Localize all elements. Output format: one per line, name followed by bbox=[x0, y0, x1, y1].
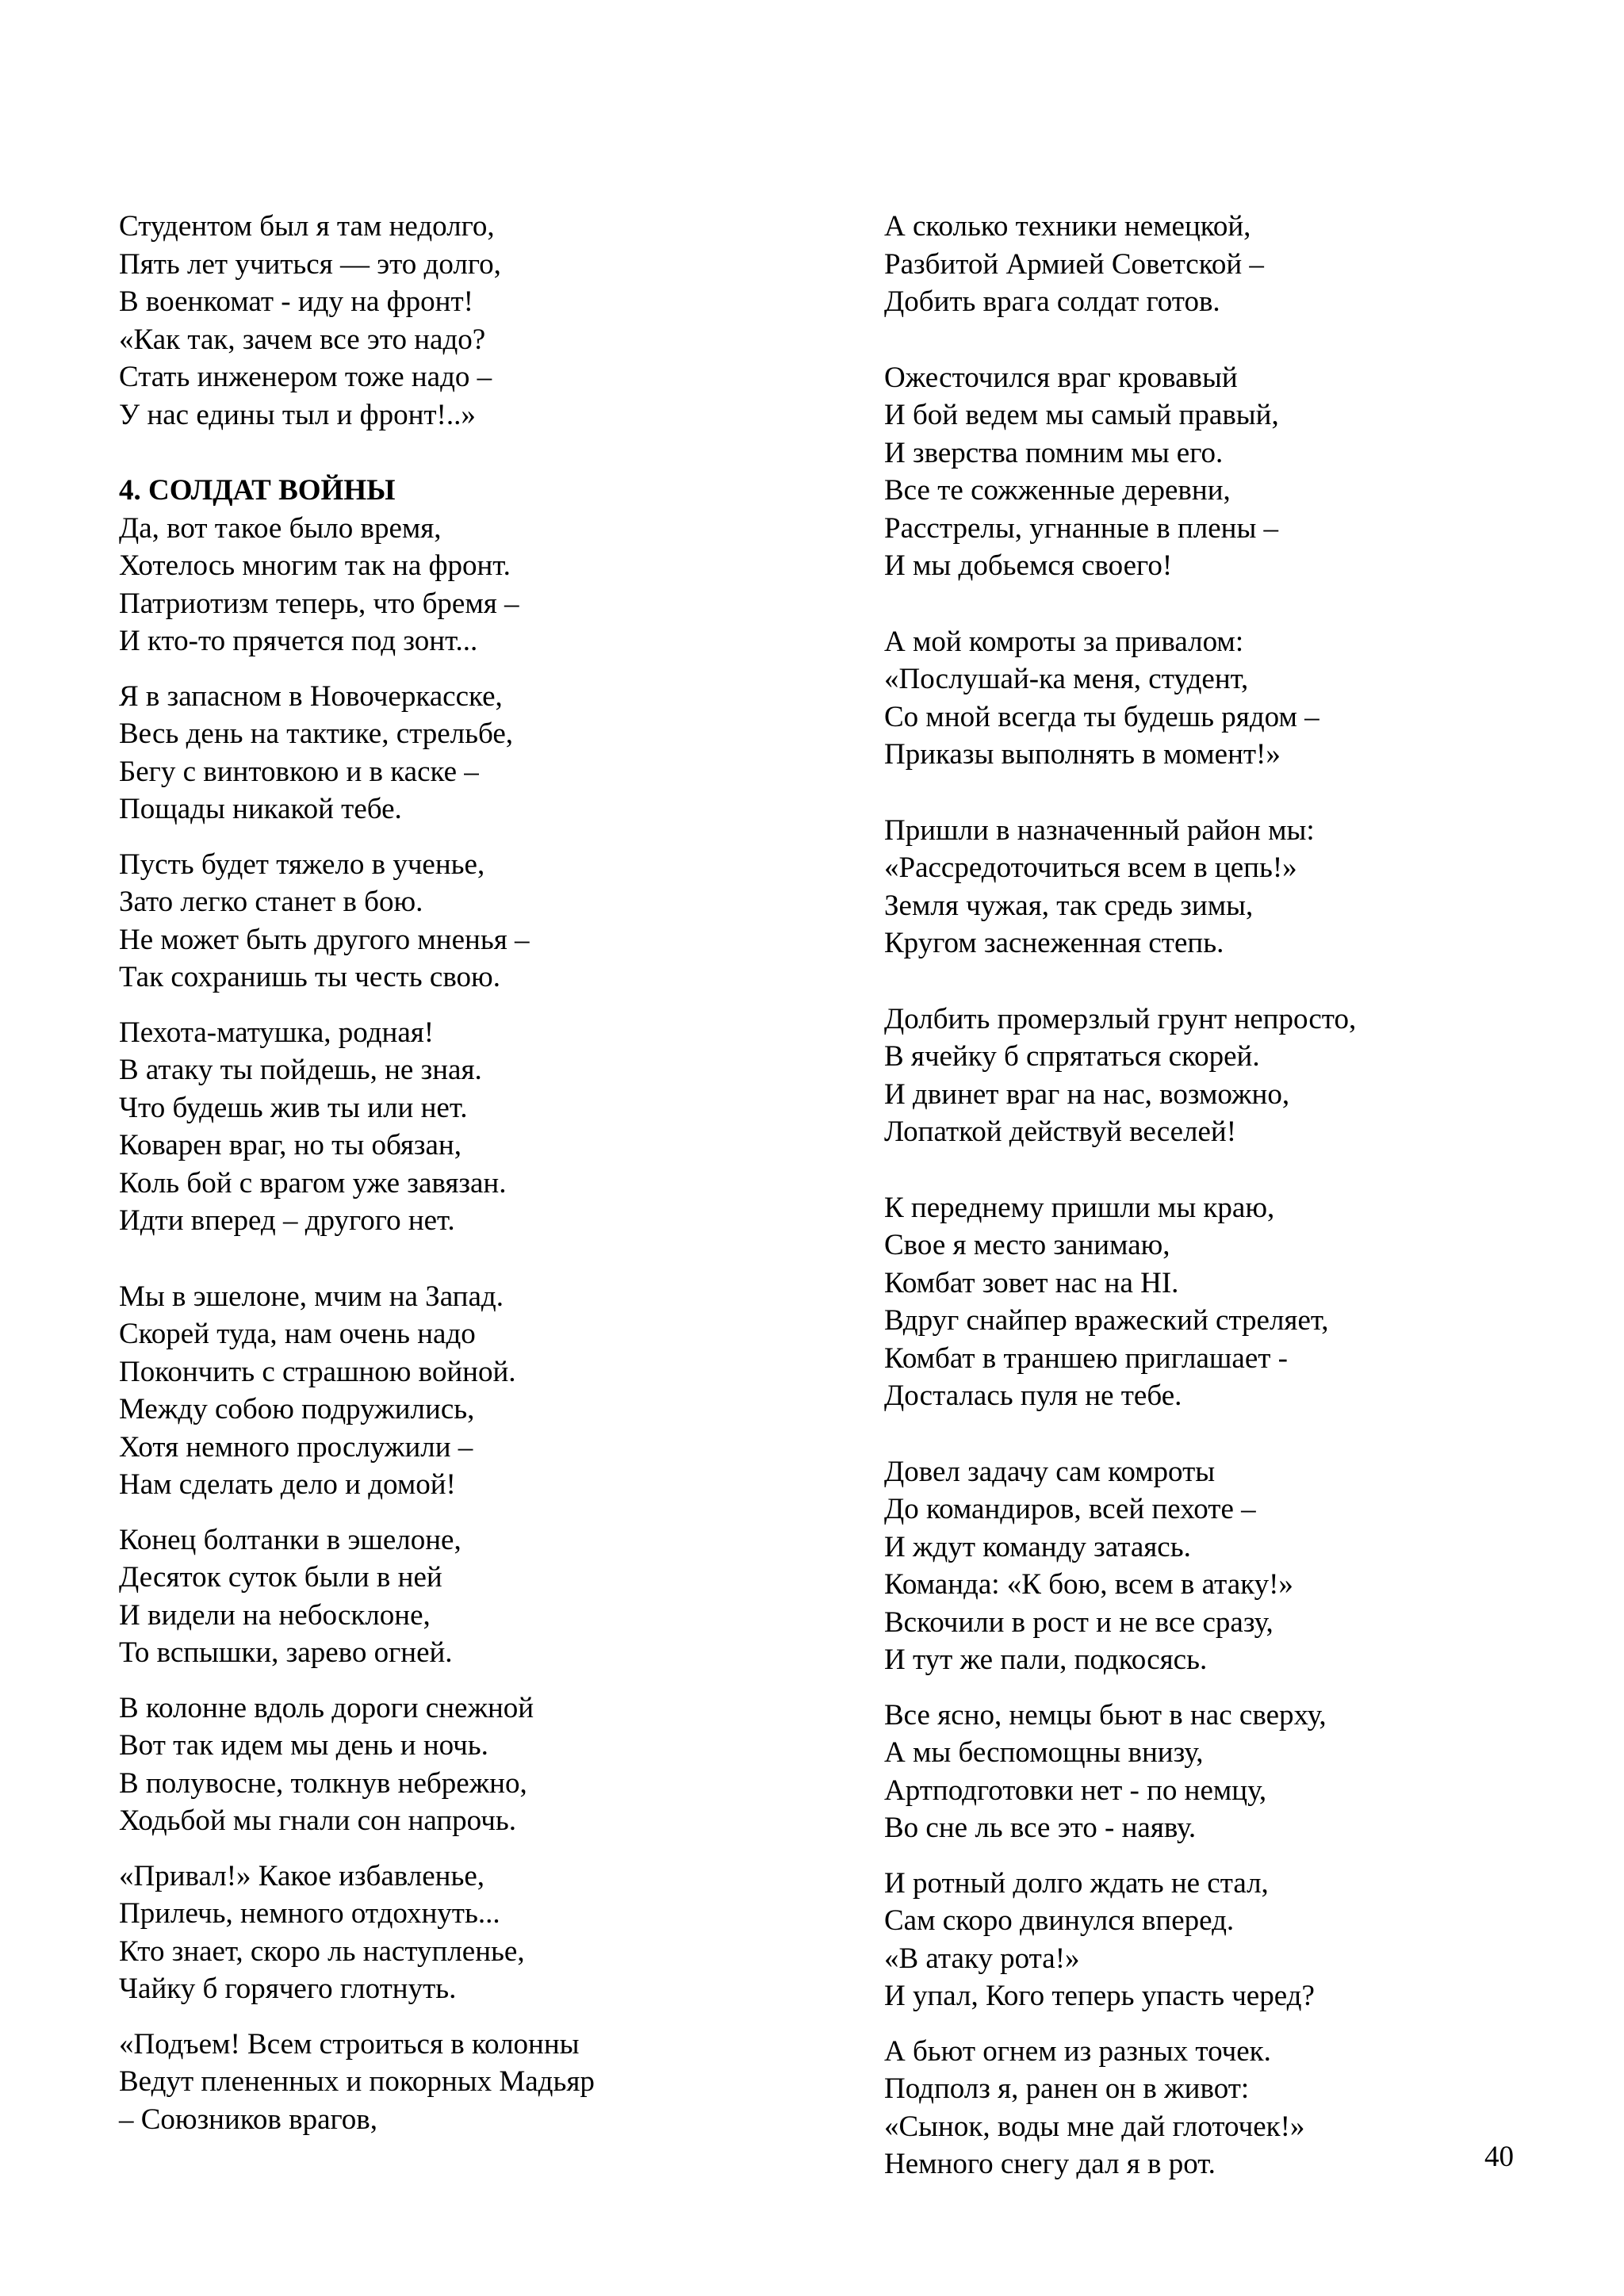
stanza bbox=[884, 812, 1519, 962]
stanza bbox=[119, 2026, 833, 2139]
verse-line: И упал, Кого теперь упасть черед? bbox=[884, 1980, 1315, 2012]
verse-line: Расстрелы, угнанные в плены – bbox=[884, 511, 1279, 545]
stanza bbox=[119, 1689, 833, 1840]
verse-line: То вспышки, зарево огней. bbox=[119, 1636, 453, 1669]
verse-line: Все ясно, немцы бьют в нас сверху, bbox=[884, 1698, 1327, 1732]
verse-line: В военкомат - иду на фронт! bbox=[119, 285, 473, 318]
verse-line: Идти вперед – другого нет. bbox=[119, 1204, 455, 1237]
verse-line: Мы в эшелоне, мчим на Запад. bbox=[119, 1280, 504, 1313]
verse-line: Ведут плененных и покорных Мадьяр bbox=[119, 2065, 595, 2098]
verse-line: «Привал!» Какое избавленье, bbox=[119, 1859, 485, 1892]
verse-line: «В атаку рота!» bbox=[884, 1942, 1080, 1975]
verse-line: А мой комроты за привалом: bbox=[884, 625, 1244, 658]
verse-line: И ротный долго ждать не стал, bbox=[884, 1866, 1269, 1900]
verse-line: Вдруг снайпер вражеский стреляет, bbox=[884, 1304, 1329, 1337]
verse-line: Коль бой с врагом уже завязан. bbox=[119, 1166, 507, 1200]
verse-line: Конец болтанки в эшелоне, bbox=[119, 1523, 462, 1556]
verse-line: Комбат зовет нас на НІ. bbox=[884, 1266, 1179, 1299]
stanza bbox=[884, 208, 1519, 321]
verse-line: Ходьбой мы гнали сон напрочь. bbox=[119, 1804, 516, 1837]
verse-line: Артподготовки нет - по немцу, bbox=[884, 1774, 1267, 1807]
verse-line: Пять лет учиться — это долго, bbox=[119, 247, 501, 281]
verse-line: Стать инженером тоже надо – bbox=[119, 361, 492, 393]
verse-line: Вскочили в рост и не все сразу, bbox=[884, 1605, 1274, 1639]
stanza bbox=[884, 623, 1519, 774]
verse-line: Во сне ль все это - наяву. bbox=[884, 1812, 1197, 1844]
verse-line: Между собою подружились, bbox=[119, 1393, 475, 1425]
verse-line: Довел задачу сам комроты bbox=[884, 1455, 1216, 1488]
verse-line: Немного снегу дал я в рот. bbox=[884, 2148, 1216, 2180]
stanza bbox=[119, 846, 833, 997]
verse-line: Хотелось многим так на фронт. bbox=[119, 549, 511, 582]
verse-line: И кто-то прячется под зонт... bbox=[119, 625, 478, 657]
verse-line: Нам сделать дело и домой! bbox=[119, 1468, 456, 1501]
verse-line: Разбитой Армией Советской – bbox=[884, 247, 1264, 281]
verse-line: Хотя немного прослужили – bbox=[119, 1430, 473, 1464]
verse-line: До командиров, всей пехоте – bbox=[884, 1493, 1256, 1525]
verse-line: А бьют огнем из разных точек. bbox=[884, 2034, 1271, 2068]
verse-line: А сколько техники немецкой, bbox=[884, 210, 1251, 243]
stanza bbox=[884, 1453, 1519, 1679]
section-heading: 4. СОЛДАТ ВОЙНЫ bbox=[119, 474, 396, 507]
verse-line: Прилечь, немного отдохнуть... bbox=[119, 1897, 500, 1930]
verse-line: «Рассредоточиться всем в цепь!» bbox=[884, 851, 1297, 884]
verse-line: Да, вот такое было время, bbox=[119, 511, 442, 545]
verse-line: Кто знает, скоро ль наступленье, bbox=[119, 1934, 525, 1968]
verse-line: Пощады никакой тебе. bbox=[119, 793, 402, 825]
stanza bbox=[119, 1014, 833, 1240]
verse-line: Я в запасном в Новочеркасске, bbox=[119, 679, 503, 713]
verse-line: Свое я место занимаю, bbox=[884, 1229, 1170, 1261]
verse-line: Приказы выполнять в момент!» bbox=[884, 738, 1281, 771]
verse-line: Долбить промерзлый грунт непросто, bbox=[884, 1002, 1357, 1035]
verse-line: И двинет враг на нас, возможно, bbox=[884, 1077, 1290, 1111]
verse-line: В полувосне, толкнув небрежно, bbox=[119, 1766, 527, 1800]
verse-line: И мы добьемся своего! bbox=[884, 549, 1173, 582]
verse-line: Патриотизм теперь, что бремя – bbox=[119, 587, 519, 620]
stanza bbox=[884, 1001, 1519, 1151]
verse-line: «Подъем! Всем строиться в колонны bbox=[119, 2027, 580, 2061]
verse-line: В ячейку б спрятаться скорей. bbox=[884, 1040, 1260, 1073]
left-column bbox=[119, 208, 833, 2138]
verse-line: Земля чужая, так средь зимы, bbox=[884, 889, 1254, 922]
stanza bbox=[884, 1865, 1519, 2015]
verse-line: «Как так, зачем все это надо? bbox=[119, 323, 486, 356]
verse-line: Команда: «К бою, всем в атаку!» bbox=[884, 1568, 1293, 1601]
verse-line: Зато легко станет в бою. bbox=[119, 886, 423, 918]
verse-line: Все те сожженные деревни, bbox=[884, 474, 1231, 507]
verse-line: Так сохранишь ты честь свою. bbox=[119, 961, 500, 993]
verse-line: И ждут команду затаясь. bbox=[884, 1530, 1191, 1563]
verse-line: И видели на небосклоне, bbox=[119, 1598, 431, 1632]
verse-line: К переднему пришли мы краю, bbox=[884, 1191, 1275, 1224]
verse-line: Комбат в траншею приглашает - bbox=[884, 1341, 1288, 1375]
verse-line: Покончить с страшною войной. bbox=[119, 1355, 516, 1388]
verse-line: Десяток суток были в ней bbox=[119, 1561, 442, 1594]
page-number: 40 bbox=[1484, 2141, 1514, 2173]
verse-line: Подполз я, ранен он в живот: bbox=[884, 2072, 1250, 2105]
verse-line: Ожесточился враг кровавый bbox=[884, 361, 1238, 394]
verse-line: Бегу с винтовкою и в каске – bbox=[119, 755, 479, 788]
stanza bbox=[119, 472, 833, 660]
stanza bbox=[119, 1858, 833, 2008]
verse-line: В атаку ты пойдешь, не зная. bbox=[119, 1054, 482, 1086]
verse-line: Добить врага солдат готов. bbox=[884, 285, 1220, 318]
stanza bbox=[119, 678, 833, 828]
verse-line: В колонне вдоль дороги снежной bbox=[119, 1691, 534, 1724]
verse-line: Вот так идем мы день и ночь. bbox=[119, 1729, 488, 1762]
stanza bbox=[884, 359, 1519, 585]
verse-line: Студентом был я там недолго, bbox=[119, 210, 495, 243]
verse-line: «Послушай-ка меня, студент, bbox=[884, 663, 1249, 695]
verse-line: Пусть будет тяжело в ученье, bbox=[119, 848, 485, 881]
verse-line: Не может быть другого мненья – bbox=[119, 923, 530, 956]
verse-line: И бой ведем мы самый правый, bbox=[884, 399, 1279, 431]
verse-line: Скорей туда, нам очень надо bbox=[119, 1318, 476, 1350]
verse-line: Лопаткой действуй веселей! bbox=[884, 1115, 1237, 1148]
stanza bbox=[884, 1697, 1519, 1847]
right-column bbox=[884, 208, 1519, 2183]
stanza bbox=[884, 2033, 1519, 2183]
verse-line: «Сынок, воды мне дай глоточек!» bbox=[884, 2110, 1305, 2143]
verse-line: И тут же пали, подкосясь. bbox=[884, 1644, 1208, 1676]
stanza bbox=[119, 1521, 833, 1672]
stanza bbox=[884, 1189, 1519, 1415]
verse-line: У нас едины тыл и фронт!..» bbox=[119, 398, 476, 431]
verse-line: Весь день на тактике, стрельбе, bbox=[119, 718, 514, 750]
verse-line: Досталась пуля не тебе. bbox=[884, 1380, 1182, 1412]
verse-line: Со мной всегда ты будешь рядом – bbox=[884, 700, 1320, 733]
verse-line: Коварен враг, но ты обязан, bbox=[119, 1129, 462, 1161]
stanza bbox=[119, 208, 833, 434]
verse-line: А мы беспомощны внизу, bbox=[884, 1736, 1204, 1769]
stanza bbox=[119, 1278, 833, 1504]
verse-line: – Союзников врагов, bbox=[119, 2103, 377, 2136]
verse-line: Кругом заснеженная степь. bbox=[884, 927, 1224, 959]
verse-line: Сам скоро двинулся вперед. bbox=[884, 1904, 1235, 1937]
verse-line: Пехота-матушка, родная! bbox=[119, 1016, 435, 1049]
verse-line: Пришли в назначенный район мы: bbox=[884, 813, 1315, 847]
verse-line: Что будешь жив ты или нет. bbox=[119, 1091, 468, 1124]
verse-line: И зверства помним мы его. bbox=[884, 436, 1224, 469]
verse-line: Чайку б горячего глотнуть. bbox=[119, 1973, 457, 2005]
